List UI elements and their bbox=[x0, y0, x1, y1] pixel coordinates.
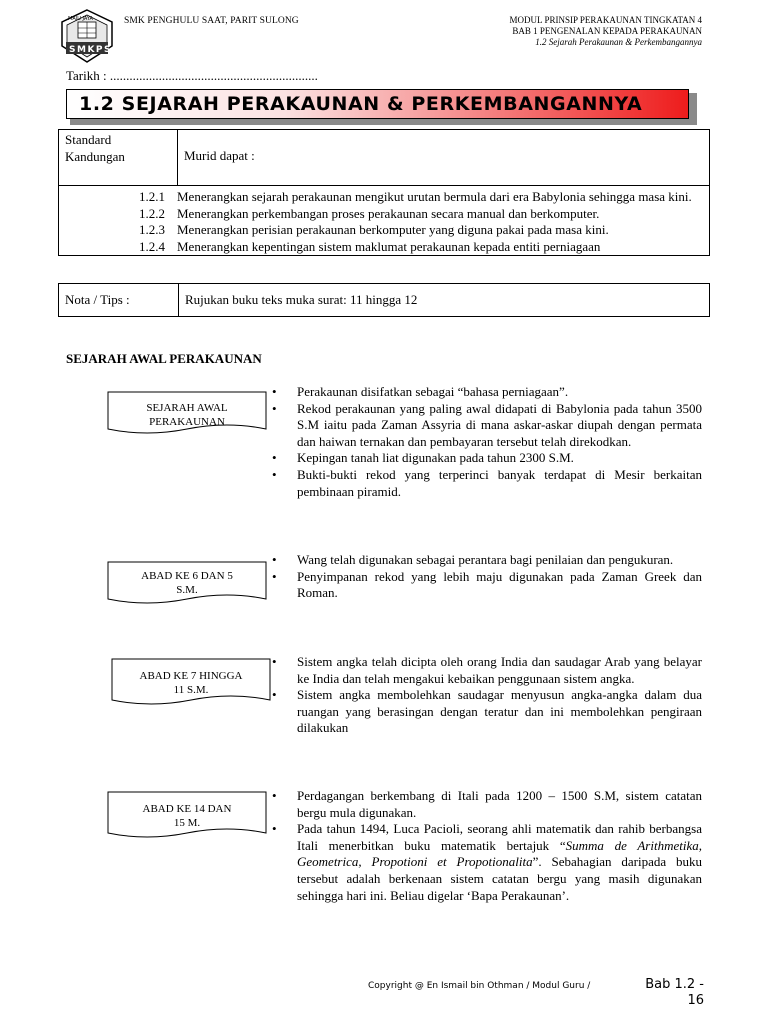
bullet-icon: • bbox=[272, 568, 277, 584]
standard-intro: Murid dapat : bbox=[184, 148, 255, 163]
date-line: Tarikh : ................................................................ bbox=[66, 68, 318, 83]
standard-label-cell bbox=[59, 130, 178, 186]
list-item: • Sistem angka membolehkan saudagar menyusun angka-angka dalam dua ruangan yang berasingan dengan teratur dan ini membolehkan pengiraan dilakukan bbox=[272, 687, 702, 736]
page-number: Bab 1.2 - 16 bbox=[645, 977, 704, 1008]
section-heading: SEJARAH AWAL PERAKAUNAN bbox=[66, 351, 262, 366]
book-title: Summa de Arithmetika, Geometrica, Propotioni et Propotionalita bbox=[297, 837, 702, 870]
school-name: SMK PENGHULU SAAT, PARIT SULONG bbox=[124, 16, 299, 26]
list-item: • Sistem angka telah dicipta oleh orang India dan saudagar Arab yang belayar ke India dan telah mengakui kebaikan penggunaan sistem angka. bbox=[272, 654, 702, 686]
standard-item bbox=[65, 222, 703, 239]
bullet-icon: • bbox=[272, 384, 277, 399]
bullet-icon: • bbox=[272, 821, 277, 837]
module-title: MODUL PRINSIP PERAKAUNAN TINGKATAN 4 bbox=[509, 15, 702, 25]
bullet-icon: • bbox=[272, 687, 277, 703]
svg-text:SMKPS: SMKPS bbox=[69, 45, 112, 55]
copyright-notice: Copyright @ En Ismail bin Othman / Modul Guru / bbox=[368, 981, 591, 991]
standard-item-number: 1.2.2 bbox=[139, 205, 165, 221]
chapter-title: BAB 1 PENGENALAN KEPADA PERAKAUNAN bbox=[512, 26, 702, 36]
section-2-bullets bbox=[272, 552, 702, 602]
standard-item-number: 1.2.3 bbox=[139, 222, 165, 237]
standard-item-text: Menerangkan kepentingan sistem maklumat perakaunan kepada entiti perniagaan bbox=[177, 238, 601, 254]
banner-label: ABAD KE 14 DAN 15 M. bbox=[142, 803, 232, 829]
list-item: • Kepingan tanah liat digunakan pada tahun 2300 S.M. bbox=[272, 450, 574, 466]
school-logo bbox=[58, 8, 116, 64]
svg-text:MAJU JAYA: MAJU JAYA bbox=[68, 16, 93, 22]
standard-items-cell bbox=[59, 186, 710, 256]
standard-item bbox=[65, 189, 703, 206]
section-3-bullets bbox=[272, 654, 702, 737]
bullet-icon: • bbox=[272, 466, 277, 482]
standard-item bbox=[65, 206, 703, 223]
banner-label: ABAD KE 7 HINGGA 11 S.M. bbox=[139, 670, 243, 696]
module-header bbox=[510, 15, 702, 48]
bullet-icon: • bbox=[272, 400, 277, 416]
banner-label: SEJARAH AWAL PERAKAUNAN bbox=[146, 402, 228, 428]
standard-item-text: Menerangkan sejarah perakaunan mengikut urutan bermula dari era Babylonia sehingga masa kini. bbox=[177, 189, 692, 204]
nota-text: Rujukan buku teks muka surat: 11 hingga 12 bbox=[179, 284, 710, 317]
page-title: 1.2 SEJARAH PERAKAUNAN & PERKEMBANGANNYA bbox=[66, 89, 689, 119]
bullet-icon: • bbox=[272, 654, 277, 669]
banner-abad-14-15 bbox=[107, 791, 267, 839]
list-item: • Bukti-bukti rekod yang terperinci banyak terdapat di Mesir berkaitan pembinaan piramid. bbox=[272, 466, 702, 499]
list-item: • Rekod perakaunan yang paling awal didapati di Babylonia pada tahun 3500 S.M iaitu pada Zaman Assyria di mana askar-askar diupah dengan permata dan haiwan ternakan dan pembayaran tersebut telah direkodkan. bbox=[272, 400, 702, 449]
list-item: • Penyimpanan rekod yang lebih maju digunakan pada Zaman Greek dan Roman. bbox=[272, 568, 702, 601]
standard-label: Standard Kandungan bbox=[65, 132, 125, 164]
list-item: • Pada tahun 1494, Luca Pacioli, seorang ahli matematik dan rahib berbangsa Itali menerbitkan buku matematik bertajuk “Summa de Arithmetika, Geometrica, Propotioni et Propotionalita”. Sebahagian daripada buku tersebut adalah berkenaan sistem catatan bergu yang masih digunakan sehingga hari ini. Beliau digelar ‘Bapa Perakaunan’. bbox=[272, 821, 702, 903]
section-4-bullets bbox=[272, 788, 702, 904]
standard-items bbox=[65, 189, 703, 255]
standard-kandungan-table bbox=[58, 129, 710, 256]
bullet-icon: • bbox=[272, 552, 277, 567]
standard-item-number: 1.2.1 bbox=[139, 189, 165, 204]
standard-item-text: Menerangkan perkembangan proses perakaunan secara manual dan berkomputer. bbox=[177, 205, 600, 221]
bullet-icon: • bbox=[272, 788, 277, 803]
standard-item bbox=[65, 239, 703, 256]
subtopic-title: 1.2 Sejarah Perakaunan & Perkembangannya bbox=[535, 37, 702, 47]
banner-abad-7-11 bbox=[111, 658, 271, 706]
list-item: • Wang telah digunakan sebagai perantara bagi penilaian dan pengukuran. bbox=[272, 552, 674, 567]
section-1-bullets bbox=[272, 384, 702, 500]
banner-abad-6-5 bbox=[107, 561, 267, 605]
standard-content-cell bbox=[178, 130, 710, 186]
banner-label: ABAD KE 6 DAN 5 S.M. bbox=[141, 570, 233, 596]
nota-tips-table bbox=[58, 283, 710, 317]
standard-item-number: 1.2.4 bbox=[139, 238, 165, 254]
nota-label: Nota / Tips : bbox=[59, 284, 179, 317]
standard-item-text: Menerangkan perisian perakaunan berkomputer yang diguna pakai pada masa kini. bbox=[177, 222, 609, 237]
list-item: • Perakaunan disifatkan sebagai “bahasa perniagaan”. bbox=[272, 384, 569, 399]
bullet-icon: • bbox=[272, 450, 277, 466]
banner-sejarah-awal bbox=[107, 391, 267, 435]
list-item: • Perdagangan berkembang di Itali pada 1200 – 1500 S.M, sistem catatan bergu mula digunakan. bbox=[272, 788, 702, 820]
school-crest-icon bbox=[58, 8, 116, 64]
